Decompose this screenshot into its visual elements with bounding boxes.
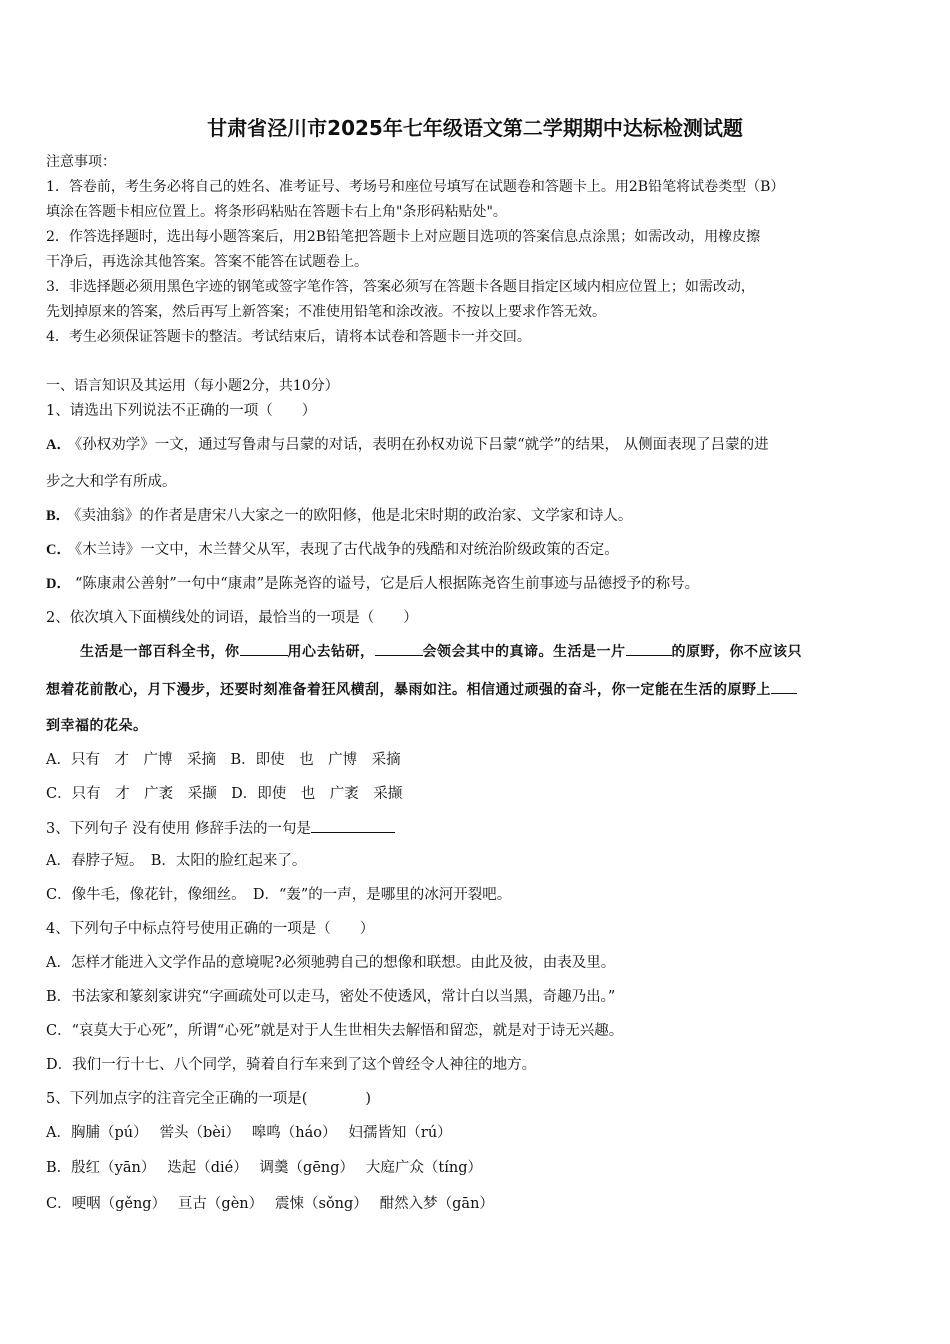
question-stem: 4、下列句子中标点符号使用正确的一项是（ ） [46,921,375,937]
passage-line: 到幸福的花朵。 [46,718,148,734]
passage-text: 生活是一部百科全书，你 [80,644,240,660]
option-row: A．春脖子短。 B．太阳的脸红起来了。 [46,853,307,869]
passage-line [46,679,910,700]
passage-text: 用心去钻研， [287,644,375,660]
notice-line: 干净后，再选涂其他答案。答案不能答在试题卷上。 [46,254,368,270]
option-a [46,435,910,455]
passage-text: 的原野，你不应该只 [671,644,802,660]
option-row: C．只有 才 广袤 采撷 D．即使 也 广袤 采撷 [46,786,403,802]
option-text: 《孙权劝学》一文，通过写鲁肃与吕蒙的对话，表明在孙权劝说下吕蒙“就学”的结果， 从侧面表现了吕蒙的进 [74,437,769,453]
option-b [46,506,910,526]
option-row: C．哽咽（gěng） 亘古（gèn） 震悚（sǒng） 酣然入梦（gān） [46,1196,494,1212]
option-label: A． [46,437,71,453]
option-c [46,540,910,560]
option-text: “陈康肃公善射”一句中“康肃”是陈尧咨的谥号，它是后人根据陈尧咨生前事迹与品德授予的称号。 [74,576,700,592]
question-stem: 2、依次填入下面横线处的词语，最恰当的一项是（ ） [46,610,418,626]
section-heading: 一、语言知识及其运用（每小题2分，共10分） [46,378,339,394]
question-stem-text: 3、下列句子 没有使用 修辞手法的一句是 [46,821,311,837]
option-row: B．书法家和篆刻家讲究“字画疏处可以走马，密处不使透风，常计白以当黑，奇趣乃出。” [46,989,616,1005]
option-row: A．胸脯（pú） 喾头（bèi） 嗥鸣（háo） 妇孺皆知（rú） [46,1125,452,1141]
option-text: 《木兰诗》一文中，木兰替父从军，表现了古代战争的残酷和对统治阶级政策的否定。 [74,542,619,558]
option-label: B． [46,508,71,524]
option-label: D． [46,576,71,592]
option-row: C．像牛毛，像花针，像细丝。 D．“轰”的一声，是哪里的冰河开裂吧。 [46,887,512,903]
question-stem: 5、下列加点字的注音完全正确的一项是( ) [46,1091,372,1107]
answer-blank [375,641,423,656]
notice-line: 2．作答选择题时，选出每小题答案后，用2B铅笔把答题卡上对应题目选项的答案信息点涂黑；如需改动，用橡皮擦 [46,229,761,245]
question-stem [46,818,910,839]
answer-blank [311,818,395,833]
notice-heading: 注意事项： [46,154,116,170]
answer-blank [626,641,672,656]
page-title: 甘肃省泾川市2025年七年级语文第二学期期中达标检测试题 [207,116,743,140]
option-d [46,574,910,594]
answer-blank [771,679,797,694]
notice-line: 填涂在答题卡相应位置上。将条形码粘贴在答题卡右上角"条形码粘贴处"。 [46,204,507,220]
notice-line: 1．答卷前，考生务必将自己的姓名、准考证号、考场号和座位号填写在试题卷和答题卡上。用2B铅笔将试卷类型（B） [46,179,785,195]
option-text: 《卖油翁》的作者是唐宋八大家之一的欧阳修，他是北宋时期的政治家、文学家和诗人。 [74,508,633,524]
option-label: C． [46,542,71,558]
option-row: D．我们一行十七、八个同学，骑着自行车来到了这个曾经令人神往的地方。 [46,1057,537,1073]
option-a-continued: 步之大和学有所成。 [46,474,177,490]
notice-line: 先划掉原来的答案，然后再写上新答案；不准使用铅笔和涂改液。不按以上要求作答无效。 [46,304,606,320]
option-row: A．只有 才 广博 采摘 B．即使 也 广博 采摘 [46,752,401,768]
question-stem: 1、请选出下列说法不正确的一项（ ） [46,403,317,419]
answer-blank [240,641,288,656]
passage-text: 会领会其中的真谛。生活是一片 [422,644,626,660]
passage-text: 想着花前散心，月下漫步，还要时刻准备着狂风横刮，暴雨如注。相信通过顽强的奋斗，你一定能在生活的原野上 [46,682,771,698]
notice-line: 3．非选择题必须用黑色字迹的钢笔或签字笔作答，答案必须写在答题卡各题目指定区域内相应位置上；如需改动， [46,279,755,295]
option-row: B．殷红（yān） 迭起（dié） 调羹（gēng） 大庭广众（tíng） [46,1160,482,1176]
option-row: C．“哀莫大于心死”，所谓“心死”就是对于人生世相失去解悟和留恋，就是对于诗无兴趣。 [46,1023,624,1039]
notice-line: 4．考生必须保证答题卡的整洁。考试结束后，请将本试卷和答题卡一并交回。 [46,329,531,345]
passage-line [80,641,910,662]
option-row: A．怎样才能进入文学作品的意境呢?必须驰骋自己的想像和联想。由此及彼，由表及里。 [46,955,616,971]
